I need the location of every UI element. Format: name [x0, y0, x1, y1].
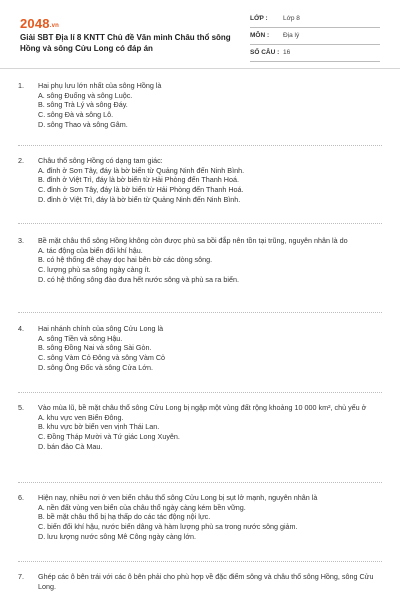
question-stem: Hai nhánh chính của sông Cửu Long là [38, 324, 164, 333]
answer-option-b: B. sông Trà Lý và sông Đáy. [38, 100, 128, 110]
meta-label: MÔN : [250, 32, 270, 39]
answer-option-c: C. sông Đà và sông Lô. [38, 110, 114, 120]
meta-row-count [250, 45, 380, 62]
answer-option-d: D. có hệ thống sông đào đưa hết nước sông và phù sa ra biển. [38, 274, 239, 284]
question-7 [18, 572, 382, 591]
logo-suffix: .vn [49, 23, 60, 29]
answer-option-a: A. đỉnh ở Sơn Tây, đáy là bờ biển từ Quảng Ninh đến Ninh Bình. [38, 165, 245, 175]
meta-value: Lớp 8 [283, 15, 300, 22]
question-stem: Bề mặt châu thổ sông Hồng không còn được phù sa bồi đắp nên tồn tại trũng, nguyên nhân là do [38, 236, 348, 245]
question-stem: Vào mùa lũ, bề mặt châu thổ sông Cửu Long bị ngập một vùng đất rộng khoảng 10 000 km², chủ yếu ở [38, 403, 367, 412]
answer-option-a: A. nền đất vùng ven biển của châu thổ ngày càng kém bền vững. [38, 502, 246, 512]
question-stem: Hai phụ lưu lớn nhất của sông Hồng là [38, 81, 162, 90]
meta-label: SỐ CÂU : [250, 49, 280, 56]
meta-value: 16 [283, 49, 291, 56]
answer-option-b: B. khu vực bờ biển ven vịnh Thái Lan. [38, 422, 160, 432]
answer-option-b: B. có hệ thống đê chạy dọc hai bên bờ các dòng sông. [38, 255, 213, 265]
question-6 [18, 493, 382, 542]
question-number: 1. [18, 81, 24, 90]
answer-option-a: A. sông Đuống và sông Luộc. [38, 90, 133, 100]
question-stem: Hiện nay, nhiều nơi ở ven biển châu thổ sông Cửu Long bị sụt lở mạnh, nguyên nhân là [38, 493, 318, 502]
page-header [0, 0, 400, 69]
answer-option-a: A. khu vực ven Biển Đông. [38, 412, 124, 422]
answer-option-c: C. biến đổi khí hậu, nước biển dâng và hàm lượng phù sa trong nước sông giảm. [38, 522, 298, 532]
meta-row-subject [250, 28, 380, 45]
meta-row-grade [250, 11, 380, 28]
question-1 [18, 81, 382, 130]
answer-option-a: A. tác động của biển đối khí hậu. [38, 245, 143, 255]
document-title: Giải SBT Địa lí 8 KNTT Chủ đề Văn minh Châu thổ sông Hồng và sông Cửu Long có đáp án [20, 33, 231, 53]
answer-option-a: A. sông Tiền và sông Hậu. [38, 333, 123, 343]
question-5 [18, 403, 382, 452]
question-divider [18, 312, 382, 313]
answer-option-b: B. bề mặt châu thổ bị hạ thấp do các tác động nội lực. [38, 512, 211, 522]
meta-label: LỚP : [250, 15, 268, 22]
answer-option-c: C. sông Vàm Cỏ Đông và sông Vàm Cỏ [38, 353, 166, 363]
question-stem: Ghép các ô bên trái với các ô bên phải cho phù hợp về đặc điểm sông và châu thổ sông Hồng, sông Cửu Long. [38, 572, 374, 591]
question-4 [18, 324, 382, 373]
answer-option-d: D. đỉnh ở Việt Trì, đáy là bờ biển từ Quảng Ninh đến Ninh Bình. [38, 194, 241, 204]
question-divider [18, 392, 382, 393]
question-number: 2. [18, 156, 24, 165]
question-divider [18, 561, 382, 562]
meta-table [250, 11, 380, 62]
answer-option-c: C. Đồng Tháp Mười và Tứ giác Long Xuyên. [38, 432, 180, 442]
answer-option-c: C. đỉnh ở Sơn Tây, đáy là bờ biển từ Hải Phòng đến Thanh Hoá. [38, 185, 244, 195]
question-number: 7. [18, 572, 24, 581]
logo-brand: 2048 [20, 16, 50, 31]
question-divider [18, 145, 382, 146]
meta-value: Địa lý [283, 32, 300, 39]
question-number: 3. [18, 236, 24, 245]
question-stem: Châu thổ sông Hồng có dạng tam giác: [38, 156, 163, 165]
question-3 [18, 236, 382, 285]
question-divider [18, 223, 382, 224]
answer-option-c: C. lượng phù sa sông ngày càng ít. [38, 265, 151, 275]
answer-option-b: B. sông Đồng Nai và sông Sài Gòn. [38, 343, 152, 353]
site-logo[interactable] [20, 16, 59, 31]
question-number: 5. [18, 403, 24, 412]
question-divider [18, 482, 382, 483]
answer-option-d: D. sông Ông Đốc và sông Cửa Lớn. [38, 362, 153, 372]
question-number: 4. [18, 324, 24, 333]
question-number: 6. [18, 493, 24, 502]
answer-option-d: D. lưu lượng nước sông Mê Công ngày càng lớn. [38, 531, 197, 541]
question-2 [18, 156, 382, 205]
answer-option-d: D. bán đảo Cà Mau. [38, 441, 103, 451]
answer-option-d: D. sông Thao và sông Gâm. [38, 119, 128, 129]
answer-option-b: B. đỉnh ở Việt Trì, đáy là bờ biển từ Hải Phòng đến Thanh Hoá. [38, 175, 239, 185]
